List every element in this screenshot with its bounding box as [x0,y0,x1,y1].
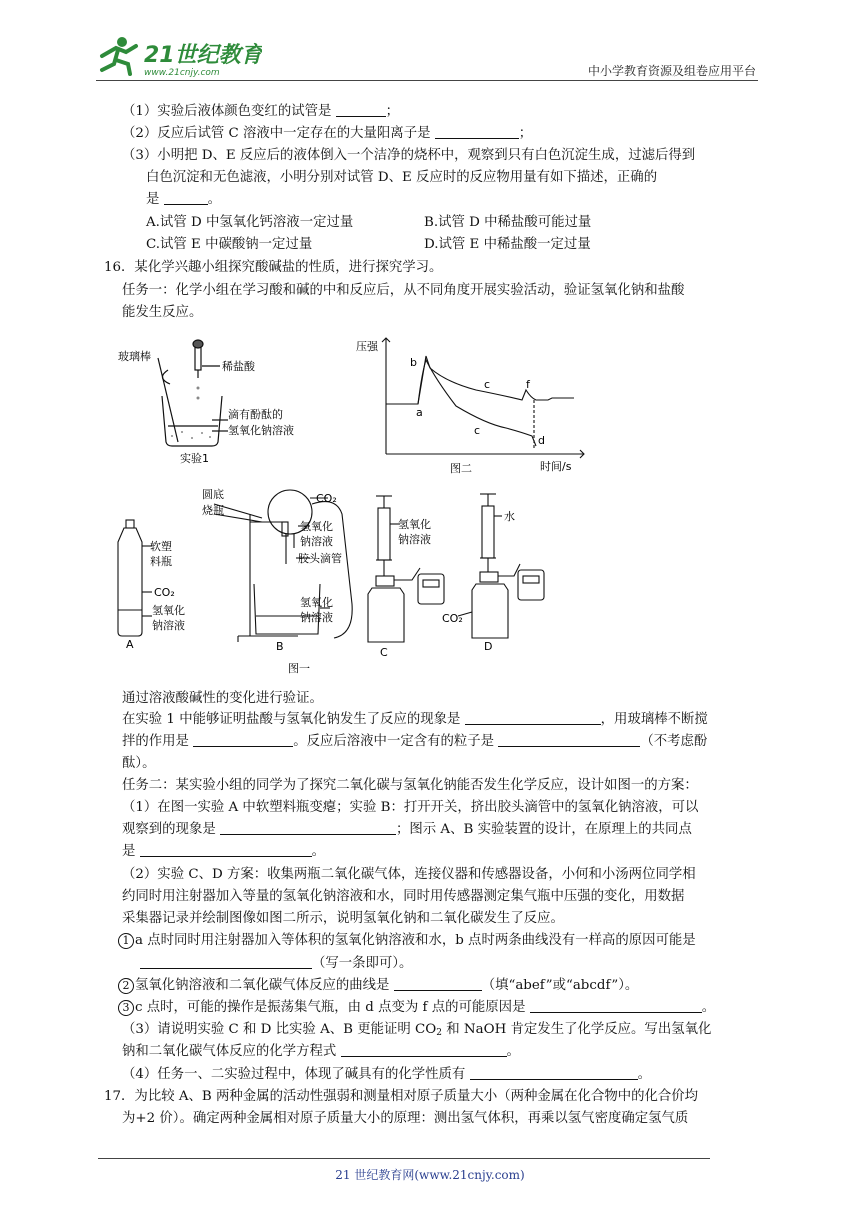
answer-blank[interactable] [140,955,312,969]
q17-line2: 为+2 价）。确定两种金属相对原子质量大小的原理：测出氢气体积，再乘以氢气密度确定氢气质 [122,1111,689,1126]
label-dropper: 胶头滴管 [298,552,342,565]
q16-item1-line1: 1 a 点时同时用注射器加入等体积的氢氧化钠溶液和水，b 点时两条曲线没有一样高的原因可能是 [118,932,696,950]
q16-task1-line2: 能发生反应。 [122,305,203,320]
circled-number: 1 [118,933,134,949]
footer-rule [98,1158,710,1159]
plastic-bottle-icon [118,520,152,636]
q16-sub4: （4）任务一、二实验过程中，体现了碱具有的化学性质有 。 [122,1067,651,1082]
label-glass-rod: 玻璃棒 [118,350,151,363]
label-naoh-c2: 钠溶液 [398,533,431,546]
label-naoh-b3: 氢氧化 [300,596,333,609]
label-naoh-a1: 氢氧化 [152,604,185,617]
label-co2-a: CO₂ [154,586,175,599]
label-co2-d: CO₂ [442,612,463,625]
q15-part1: （1）实验后液体颜色变红的试管是 ； [122,104,400,119]
q16-sub2-line1: （2）实验 C、D 方案：收集两瓶二氧化碳气体，连接仪器和传感器设备，小何和小汤两位同学相 [122,867,696,882]
x-axis-label: 时间/s [540,460,572,473]
experiment1-figure [116,336,326,468]
dropper-icon [195,346,201,370]
q15-part3-line3: 是 。 [146,192,222,207]
q15-option-b: B.试管 D 中稀盐酸可能过量 [424,215,592,230]
answer-blank[interactable] [140,843,312,857]
site-logo [92,34,262,82]
q16-sub2-line2: 约同时用注射器加入等量的氢氧化钠溶液和水，同时用传感器测定集气瓶中压强的变化，用数据 [122,889,685,904]
answer-blank[interactable] [341,1043,507,1057]
q16-para1: 通过溶液酸碱性的变化进行验证。 [122,691,323,706]
answer-blank[interactable] [193,733,293,747]
label-naoh-solution: 氢氧化钠溶液 [228,424,294,437]
label-b: B [276,640,284,653]
q16-item3: 3 c 点时，可能的操作是振荡集气瓶，由 d 点变为 f 点的可能原因是 。 [118,999,715,1017]
label-naoh-b4: 钠溶液 [300,611,333,624]
label-hydrochloric-acid: 稀盐酸 [222,360,255,373]
q17-line1: 17．为比较 A、B 两种金属的活动性强弱和测量相对原子质量大小（两种金属在化合物中的化合价均 [104,1089,699,1104]
q15-option-d: D.试管 E 中稀盐酸一定过量 [424,237,591,252]
caption-figure2: 图二 [450,462,472,474]
point-f: f [526,378,530,391]
q16-sub3-line1: （3）请说明实验 C 和 D 比实验 A、B 更能证明 $CO_2$ 和 NaOH 肯定发生了化学反应。写出氢氧化 [122,1022,712,1038]
q16-sub1-line3: 是 。 [122,844,326,859]
caption-experiment1: 实验1 [180,452,209,465]
point-c-lower: c [474,424,481,437]
label-co2-b: CO₂ [316,492,337,505]
label-naoh-b2: 钠溶液 [300,535,333,548]
label-c: C [380,646,388,659]
svg-text:www.21cnjy.com: www.21cnjy.com [144,68,220,78]
label-soft-plastic: 软塑 [150,540,172,553]
q16-title: 16．某化学兴趣小组探究酸碱盐的性质，进行探究学习。 [104,260,443,275]
svg-text:21世纪教育: 21世纪教育 [144,43,262,68]
footer-text[interactable]: 21 世纪教育网(www.21cnjy.com) [335,1168,525,1182]
q15-option-a: A.试管 D 中氢氧化钙溶液一定过量 [146,215,354,230]
pressure-graph-figure [356,332,596,474]
runner-icon [102,37,136,74]
answer-blank[interactable] [220,821,396,835]
q15-part3-line2: 白色沉淀和无色滤液，小明分别对试管 D、E 反应时的反应物用量有如下描述，正确的 [146,170,658,185]
answer-blank[interactable] [394,977,482,991]
answer-blank[interactable] [164,191,208,205]
circled-number: 3 [118,1000,134,1016]
label-bottle: 料瓶 [150,555,172,568]
label-naoh-b1: 氢氧化 [300,520,333,533]
q16-sub1-line1: （1）在图一实验 A 中软塑料瓶变瘪；实验 B：打开开关，挤出胶头滴管中的氢氧化钠溶液，可以 [122,800,699,815]
apparatus-figure1 [114,484,574,676]
q16-sub1-line2: 观察到的现象是 ；图示 A、B 实验装置的设计，在原理上的共同点 [122,822,692,837]
q16-task2: 任务二：某实验小组的同学为了探究二氧化碳与氢氧化钠能否发生化学反应，设计如图一的方案： [122,778,698,793]
syringe-bottle-d-icon [458,494,544,638]
answer-blank[interactable] [336,103,386,117]
answer-blank[interactable] [435,125,519,139]
label-water: 水 [504,510,515,523]
caption-figure1: 图一 [288,662,310,675]
point-a: a [416,406,423,419]
label-naoh-c1: 氢氧化 [398,518,431,531]
q16-para2: 在实验 1 中能够证明盐酸与氢氧化钠发生了反应的现象是 ，用玻璃棒不断搅 [122,712,708,727]
point-b: b [410,356,417,369]
pressure-sensor-icon [518,570,544,600]
header-rule [96,80,758,81]
q15-part3-line1: （3）小明把 D、E 反应后的液体倒入一个洁净的烧杯中，观察到只有白色沉淀生成，过滤后得到 [122,148,696,163]
circled-number: 2 [118,978,134,994]
q16-para3: 拌的作用是 。反应后溶液中一定含有的粒子是 （不考虑酚 [122,734,708,749]
label-a: A [126,638,134,651]
answer-blank[interactable] [470,1066,638,1080]
answer-blank[interactable] [465,711,601,725]
pressure-sensor-icon [418,574,444,604]
q16-task1-line1: 任务一：化学小组在学习酸和碱的中和反应后，从不同角度开展实验活动，验证氢氧化钠和盐酸 [122,283,685,298]
q16-sub2-line3: 采集器记录并绘制图像如图二所示，说明氢氧化钠和二氧化碳发生了反应。 [122,911,564,926]
point-c-upper: c [484,378,491,391]
q16-item1-line2: （写一条即可）。 [140,955,412,973]
q16-sub3-line2: 钠和二氧化碳气体反应的化学方程式 。 [122,1044,520,1059]
q15-part2: （2）反应后试管 C 溶液中一定存在的大量阳离子是 ； [122,126,533,141]
answer-blank[interactable] [498,733,640,747]
q15-option-c: C.试管 E 中碳酸钠一定过量 [146,237,313,252]
label-phenolphthalein: 滴有酚酞的 [228,408,283,421]
q16-item2: 2 氢氧化钠溶液和二氧化碳气体反应的曲线是 （填“abef”或“abcdf”）。 [118,977,638,995]
point-d: d [538,434,545,447]
q16-para4: 酞）。 [122,756,156,771]
y-axis-label: 压强 [356,340,378,353]
label-flask: 烧瓶 [202,504,224,517]
label-round-bottom: 圆底 [202,488,224,501]
platform-name: 中小学教育资源及组卷应用平台 [587,64,756,78]
label-naoh-a2: 钠溶液 [152,619,185,632]
answer-blank[interactable] [530,999,702,1013]
label-d: D [484,640,493,653]
